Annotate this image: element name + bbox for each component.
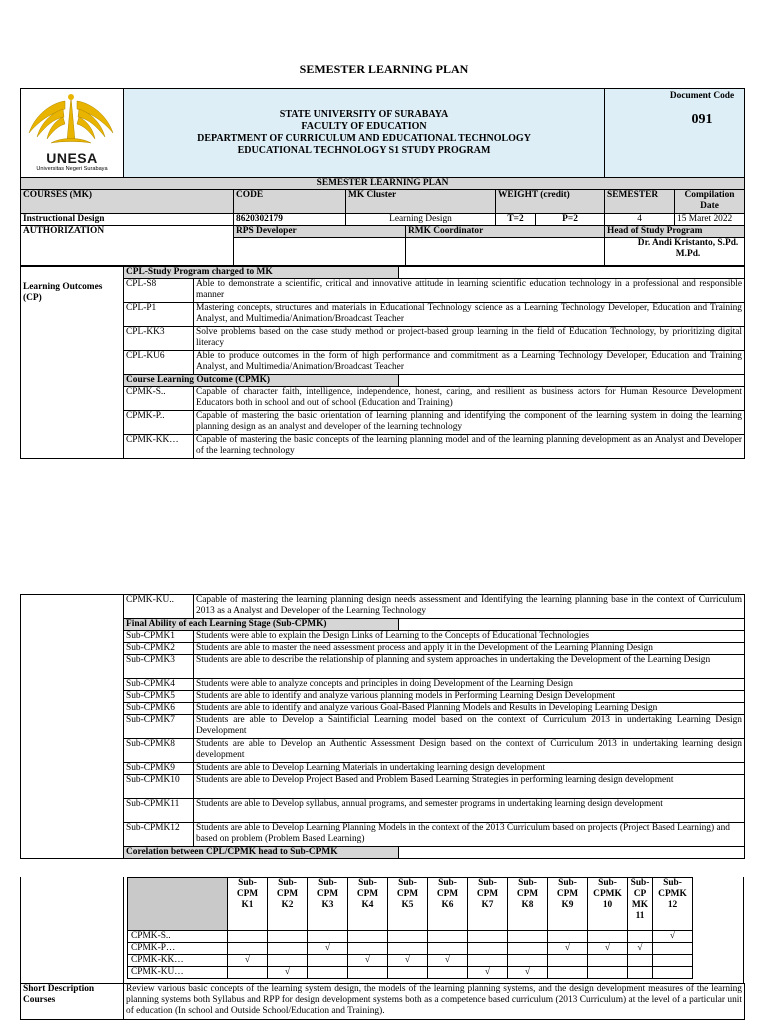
compilation-date-label: Compilation Date (675, 190, 745, 214)
sub-cpmk-code: Sub-CPMK5 (124, 691, 194, 703)
sub-cpmk-code: Sub-CPMK12 (124, 823, 194, 847)
cpmk-ku-text: Capable of mastering the learning planning design needs assessment and Identifying the learning planning base in the context of Curriculum 2013 as a Analyst and Developer of the Learning Technology (194, 595, 745, 619)
correlation-cell (653, 943, 693, 955)
short-description-text: Review various basic concepts of the learning system design, the models of the learning planning systems, and the design development measures of the learning planning systems both Syllabus and RPP for design development systems both as a competence based curriculum (2013 Curriculum) at the level of a particular unit of education (In school and Outside School/Education and Training). (124, 984, 745, 1020)
rmk-coordinator-signature (406, 238, 605, 266)
correlation-cell (653, 955, 693, 967)
check-mark-icon: √ (308, 943, 348, 955)
institution-block (124, 89, 605, 178)
correlation-cell (468, 931, 508, 943)
sub-cpmk-code: Sub-CPMK3 (124, 655, 194, 679)
correlation-cell (428, 943, 468, 955)
sub-cpmk-text: Students are able to identify and analyze various Goal-Based Planning Models and Results in Developing Learning Design (194, 703, 745, 715)
cpl-text: Solve problems based on the case study method or project-based group learning in the field of Education Technology, by prioritizing digital literacy (194, 327, 745, 351)
cpl-text: Mastering concepts, structures and materials in Educational Technology science as a Learning Technology Developer, Education and Training Analyst, and Multimedia/Animation/Broadcast Teacher (194, 303, 745, 327)
short-description-label: Short Description Courses (21, 984, 124, 1020)
correlation-corner (128, 878, 228, 931)
correlation-cell (228, 967, 268, 979)
correlation-cell (228, 931, 268, 943)
correlation-cell (468, 955, 508, 967)
sub-cpmk-text: Students were able to analyze concepts and principles in doing Development of the Learning Design (194, 679, 745, 691)
learning-outcomes-label: Learning Outcomes (CP) (21, 267, 124, 459)
sub-cpmk-text: Students are able to describe the relationship of planning and system approaches in undertaking the Development of the Learning Design (194, 655, 745, 679)
sub-cpmk-code: Sub-CPMK1 (124, 631, 194, 643)
sub-cpmk-text: Students are able to Develop Project Based and Problem Based Learning Strategies in performing learning design development (194, 775, 745, 799)
cpl-section-header: CPL-Study Program charged to MK (124, 267, 399, 279)
correlation-cell (308, 955, 348, 967)
check-mark-icon: √ (428, 955, 468, 967)
cpl-code: CPL-P1 (124, 303, 194, 327)
rps-header-table (20, 88, 745, 266)
check-mark-icon: √ (348, 955, 388, 967)
correlation-column-header: Sub-CPM K8 (508, 878, 548, 931)
short-description-table (20, 983, 745, 1020)
study-program-name: EDUCATIONAL TECHNOLOGY S1 STUDY PROGRAM (237, 145, 491, 156)
correlation-row-label: CPMK-S.. (128, 931, 228, 943)
semester-label: SEMESTER (605, 190, 675, 214)
correlation-row (128, 931, 693, 943)
sub-cpmk-text: Students are able to master the need assessment process and apply it in the Development of the Learning Planning Design (194, 643, 745, 655)
check-mark-icon: √ (548, 943, 588, 955)
correlation-cell (388, 943, 428, 955)
cpl-text: Able to produce outcomes in the form of high performance and commitment as a Learning Technology Developer, Education and Training Analyst, and Multimedia/Animation/Broadcast Teacher (194, 351, 745, 375)
cpmk-text: Capable of character faith, intelligence, independence, honest, caring, and resilient as business actors for Human Resource Development Educators both in school and out of school (Education and Training) (194, 387, 745, 411)
cpmk-text: Capable of mastering the basic orientation of learning planning and identifying the component of the learning system in doing the learning planning design as an analyst and developer of the learning technology (194, 411, 745, 435)
course-cluster: Learning Design (346, 214, 496, 226)
sub-cpmk-code: Sub-CPMK9 (124, 763, 194, 775)
faculty-name: FACULTY OF EDUCATION (301, 121, 427, 132)
correlation-cell (508, 931, 548, 943)
sub-cpmk-text: Students are able to Develop Learning Planning Models in the context of the 2013 Curriculum based on projects (Project Based Learning) and based on problem (Problem Based Learning) (194, 823, 745, 847)
weight-theory: T=2 (496, 214, 536, 226)
left-blank-column (21, 595, 124, 859)
check-mark-icon: √ (653, 931, 693, 943)
correlation-column-header: Sub-CPM K7 (468, 878, 508, 931)
sub-header-blank (399, 619, 745, 631)
cpmk-ku-code: CPMK-KU.. (124, 595, 194, 619)
correlation-cell (548, 931, 588, 943)
cpmk-code: CPMK-KK… (124, 435, 194, 459)
semester-value: 4 (605, 214, 675, 226)
document-title: SEMESTER LEARNING PLAN (299, 62, 469, 76)
authorization-label: AUTHORIZATION (21, 226, 234, 238)
cpl-code: CPL-KK3 (124, 327, 194, 351)
sub-cpmk-text: Students are able to Develop an Authentic Assessment Design based on the context of Curriculum 2013 in undertaking learning design development (194, 739, 745, 763)
check-mark-icon: √ (388, 955, 428, 967)
plan-subtitle: SEMESTER LEARNING PLAN (21, 178, 745, 190)
check-mark-icon: √ (508, 967, 548, 979)
correlation-cell (388, 931, 428, 943)
correlation-cell (508, 943, 548, 955)
courses-label: COURSES (MK) (21, 190, 234, 214)
correlation-cell (268, 931, 308, 943)
rmk-coordinator-label: RMK Coordinator (406, 226, 605, 238)
sub-cpmk-text: Students are able to Develop a Saintificial Learning model based on the context of Curriculum 2013 in undertaking Learning Design Development (194, 715, 745, 739)
head-of-program-label: Head of Study Program (605, 226, 745, 238)
correlation-cell (428, 931, 468, 943)
correlation-cell (228, 943, 268, 955)
check-mark-icon: √ (588, 943, 628, 955)
sub-cpmk-code: Sub-CPMK10 (124, 775, 194, 799)
cpl-code: CPL-S8 (124, 279, 194, 303)
weight-label: WEIGHT (credit) (496, 190, 605, 214)
learning-outcomes-table (20, 266, 745, 459)
correlation-row (128, 943, 693, 955)
cpmk-text: Capable of mastering the basic concepts of the learning planning model and of the learning planning development as an Analyst and Developer of the learning technology (194, 435, 745, 459)
correlation-cell (388, 967, 428, 979)
correlation-column-header: Sub-CPM K4 (348, 878, 388, 931)
correlation-cell (268, 955, 308, 967)
correlation-column-header: Sub-CPMK 10 (588, 878, 628, 931)
correlation-row (128, 967, 693, 979)
check-mark-icon: √ (268, 967, 308, 979)
university-name: STATE UNIVERSITY OF SURABAYA (279, 109, 449, 120)
correlation-column-header: Sub-CPM K1 (228, 878, 268, 931)
cpl-code: CPL-KU6 (124, 351, 194, 375)
cpmk-code: CPMK-P.. (124, 411, 194, 435)
compilation-date-value: 15 Maret 2022 (675, 214, 745, 226)
cpl-text: Able to demonstrate a scientific, critical and innovative attitude in learning scientific education technology in a professional and responsible manner (194, 279, 745, 303)
correlation-column-header: Sub-CPM K9 (548, 878, 588, 931)
check-mark-icon: √ (628, 943, 653, 955)
correlation-cell (588, 931, 628, 943)
correlation-cell (548, 955, 588, 967)
correlation-row-label: CPMK-P… (128, 943, 228, 955)
correlation-column-header: Sub-CPM K3 (308, 878, 348, 931)
correlation-row (128, 955, 693, 967)
correlation-cell (588, 955, 628, 967)
correlation-column-header: Sub-CP MK 11 (628, 878, 653, 931)
sub-cpmk-code: Sub-CPMK6 (124, 703, 194, 715)
correlation-section-header: Corelation between CPL/CPMK head to Sub-CPMK (124, 847, 399, 859)
cpmk-section-header: Course Learning Outcome (CPMK) (124, 375, 399, 387)
weight-practice: P=2 (536, 214, 605, 226)
sub-cpmk-text: Students are able to Develop syllabus, annual programs, and semester programs in undertaking learning design development (194, 799, 745, 823)
correlation-cell (628, 955, 653, 967)
cluster-label: MK Cluster (346, 190, 496, 214)
authorization-blank (21, 238, 234, 266)
sub-cpmk-table (20, 594, 745, 859)
sub-cpmk-code: Sub-CPMK7 (124, 715, 194, 739)
sub-cpmk-section-header: Final Ability of each Learning Stage (Sub-CPMK) (124, 619, 399, 631)
document-code-label: Document Code (669, 91, 735, 101)
check-mark-icon: √ (468, 967, 508, 979)
correlation-column-header: Sub-CPM K6 (428, 878, 468, 931)
department-name: DEPARTMENT OF CURRICULUM AND EDUCATIONAL TECHNOLOGY (197, 133, 531, 144)
sub-cpmk-code: Sub-CPMK2 (124, 643, 194, 655)
correlation-cell (348, 967, 388, 979)
correlation-row-label: CPMK-KK… (128, 955, 228, 967)
correlation-cell (588, 967, 628, 979)
correlation-cell (628, 967, 653, 979)
correlation-cell (548, 967, 588, 979)
rps-developer-label: RPS Developer (234, 226, 406, 238)
sub-cpmk-code: Sub-CPMK4 (124, 679, 194, 691)
correlation-row-label: CPMK-KU… (128, 967, 228, 979)
logo-wordmark: UNESA (46, 150, 98, 166)
logo-cell (21, 89, 124, 178)
correlation-cell (468, 943, 508, 955)
correlation-column-header: Sub-CPM K2 (268, 878, 308, 931)
course-name: Instructional Design (21, 214, 234, 226)
correlation-cell (628, 931, 653, 943)
correlation-column-header: Sub-CPMK 12 (653, 878, 693, 931)
course-code: 8620302179 (234, 214, 346, 226)
cpmk-header-blank (399, 375, 745, 387)
correlation-cell (348, 943, 388, 955)
correlation-matrix (127, 877, 693, 979)
sub-cpmk-code: Sub-CPMK11 (124, 799, 194, 823)
correlation-cell (308, 931, 348, 943)
code-label: CODE (234, 190, 346, 214)
unesa-logo-icon (21, 91, 121, 149)
sub-cpmk-text: Students are able to Develop Learning Materials in undertaking learning design development (194, 763, 745, 775)
correlation-cell (348, 931, 388, 943)
correlation-cell (308, 967, 348, 979)
sub-cpmk-text: Students were able to explain the Design Links of Learning to the Concepts of Educational Technologies (194, 631, 745, 643)
document-code-value: 091 (691, 112, 713, 127)
correlation-cell (508, 955, 548, 967)
corr-header-blank (399, 847, 745, 859)
sub-cpmk-code: Sub-CPMK8 (124, 739, 194, 763)
check-mark-icon: √ (228, 955, 268, 967)
rps-developer-signature (234, 238, 406, 266)
correlation-cell (268, 943, 308, 955)
sub-cpmk-text: Students are able to identify and analyze various planning models in Performing Learning Design Development (194, 691, 745, 703)
cpl-header-blank (399, 267, 745, 279)
correlation-cell (653, 967, 693, 979)
document-code-cell (605, 89, 745, 178)
correlation-column-header: Sub-CPM K5 (388, 878, 428, 931)
cpmk-code: CPMK-S.. (124, 387, 194, 411)
head-of-program-name: Dr. Andi Kristanto, S.Pd. M.Pd. (605, 238, 745, 266)
correlation-cell (428, 967, 468, 979)
logo-subtitle: Universitas Negeri Surabaya (36, 166, 108, 172)
